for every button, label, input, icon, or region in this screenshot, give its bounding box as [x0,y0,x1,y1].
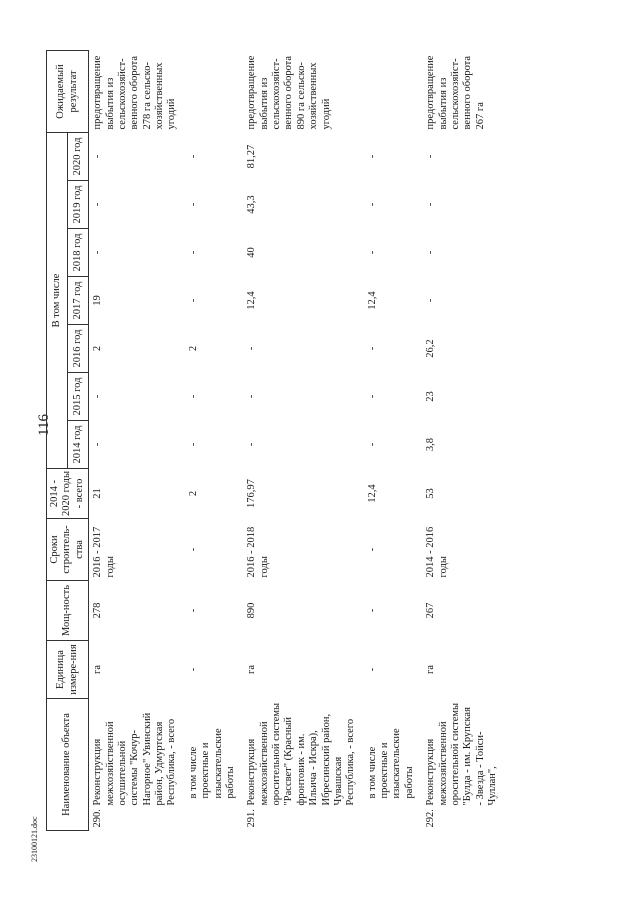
year-2015-cell: - [366,394,378,399]
capacity-cell: - [187,608,199,613]
terms-cell: 2014 - 2016 годы [425,526,449,578]
year-2017-cell: 12,4 [366,291,378,310]
year-2014-cell: - [366,442,378,447]
year-2016-cell: - [366,346,378,351]
total-cell: 21 [92,488,104,499]
object-name: Реконструкция межхозяйственной оросительной системы "Рассвет" (Красный фронтовик - им. Ильича - Искра), Ибресинский район, Чувашская Республика, - всего [246,702,357,806]
row-number [364,809,423,831]
unit-cell: - [187,667,199,672]
year-2017-cell: - [187,298,199,303]
year-2015-cell: - [187,394,199,399]
construction-table [46,50,505,831]
object-name: Реконструкция межхозяйственной осушительной системы "Кочур-Нагорное" Увинский район, Удмуртская Республика, - всего [92,712,178,806]
header-year: 2019 год [68,181,89,229]
year-2017-cell: 12,4 [246,291,258,310]
year-2018-cell: - [92,250,104,255]
year-2020-cell: - [187,154,199,159]
year-2019-cell: - [366,202,378,207]
year-2015-cell: - [92,394,104,399]
terms-cell: - [366,547,378,552]
table-row [364,50,423,830]
header-year: 2015 год [68,373,89,421]
total-cell: 176,97 [246,479,258,508]
row-number [185,809,244,831]
header-year: 2018 год [68,229,89,277]
year-2015-cell: 23 [425,391,437,402]
year-2014-cell: - [246,442,258,447]
total-cell: 12,4 [366,484,378,503]
capacity-cell: - [366,608,378,613]
year-2019-cell: - [92,202,104,207]
year-2018-cell: 40 [246,247,258,258]
year-2016-cell: 2 [187,345,199,352]
header-result: Ожидаемый результат [47,50,89,132]
row-number: 291. [246,809,258,828]
result-cell: предотвращение выбытия из сельскохозяйст-венного оборота 278 га сельско-хозяйственных угодий [92,55,178,130]
terms-cell: 2016 - 2017 годы [92,526,116,578]
row-number: 292. [425,809,437,828]
result-cell [364,50,423,132]
year-2016-cell: 2 [92,345,104,352]
terms-cell: 2016 - 2018 годы [246,526,270,578]
year-2020-cell: - [425,154,437,159]
table-row [243,50,363,830]
capacity-cell: 890 [246,602,258,619]
header-year: 2014 год [68,421,89,469]
total-cell: 2 [187,490,199,497]
header-row-1 [47,50,68,830]
header-including: В том числе [47,132,68,468]
year-2018-cell: - [187,250,199,255]
table-row [89,50,185,830]
year-2019-cell: - [425,202,437,207]
object-name: в том числе проектные и изыскательские работы [366,728,415,799]
capacity-cell: 267 [425,602,437,619]
year-2017-cell: - [425,298,437,303]
result-cell: предотвращение выбытия из сельскохозяйст-венного оборота 890 га сельско-хозяйственных угодий [246,55,332,130]
year-2018-cell: - [425,250,437,255]
terms-cell: - [187,547,199,552]
result-cell [185,50,244,132]
unit-cell: - [366,667,378,672]
year-2018-cell: - [366,250,378,255]
header-total: 2014 - 2020 годы - всего [47,469,89,519]
year-2015-cell: - [246,394,258,399]
footer-code: 23100121.doc [30,816,39,862]
header-name: Наименование объекта [47,699,89,831]
result-cell: предотвращение выбытия из сельскохозяйст-венного оборота 267 га [425,55,486,130]
header-capacity: Мощ-ность [47,581,89,641]
table-row [422,50,505,830]
year-2014-cell: 3,8 [425,437,437,452]
year-2017-cell: 19 [92,295,104,306]
capacity-cell: 278 [92,602,104,619]
year-2019-cell: - [187,202,199,207]
header-year: 2017 год [68,277,89,325]
year-2019-cell: 43,3 [246,195,258,214]
unit-cell: га [92,665,104,674]
object-name: Реконструкция межхозяйственной оросительной системы "Булда - им. Крупская - Звезда - Тойси-Чуллан", [425,702,498,806]
year-2016-cell: - [246,346,258,351]
header-unit: Единица измере-ния [47,641,89,699]
year-2020-cell: - [92,154,104,159]
year-2014-cell: - [187,442,199,447]
page-number: 116 [36,414,52,436]
unit-cell: га [425,665,437,674]
year-2016-cell: 26,2 [425,339,437,358]
header-terms: Сроки строитель-ства [47,519,89,581]
unit-cell: га [246,665,258,674]
year-2020-cell: 81,27 [246,144,258,169]
year-2020-cell: - [366,154,378,159]
year-2014-cell: - [92,442,104,447]
header-year: 2016 год [68,325,89,373]
header-year: 2020 год [68,132,89,180]
table-row [185,50,244,830]
total-cell: 53 [425,488,437,499]
row-number: 290. [92,809,104,828]
object-name: в том числе проектные и изыскательские работы [187,728,236,799]
